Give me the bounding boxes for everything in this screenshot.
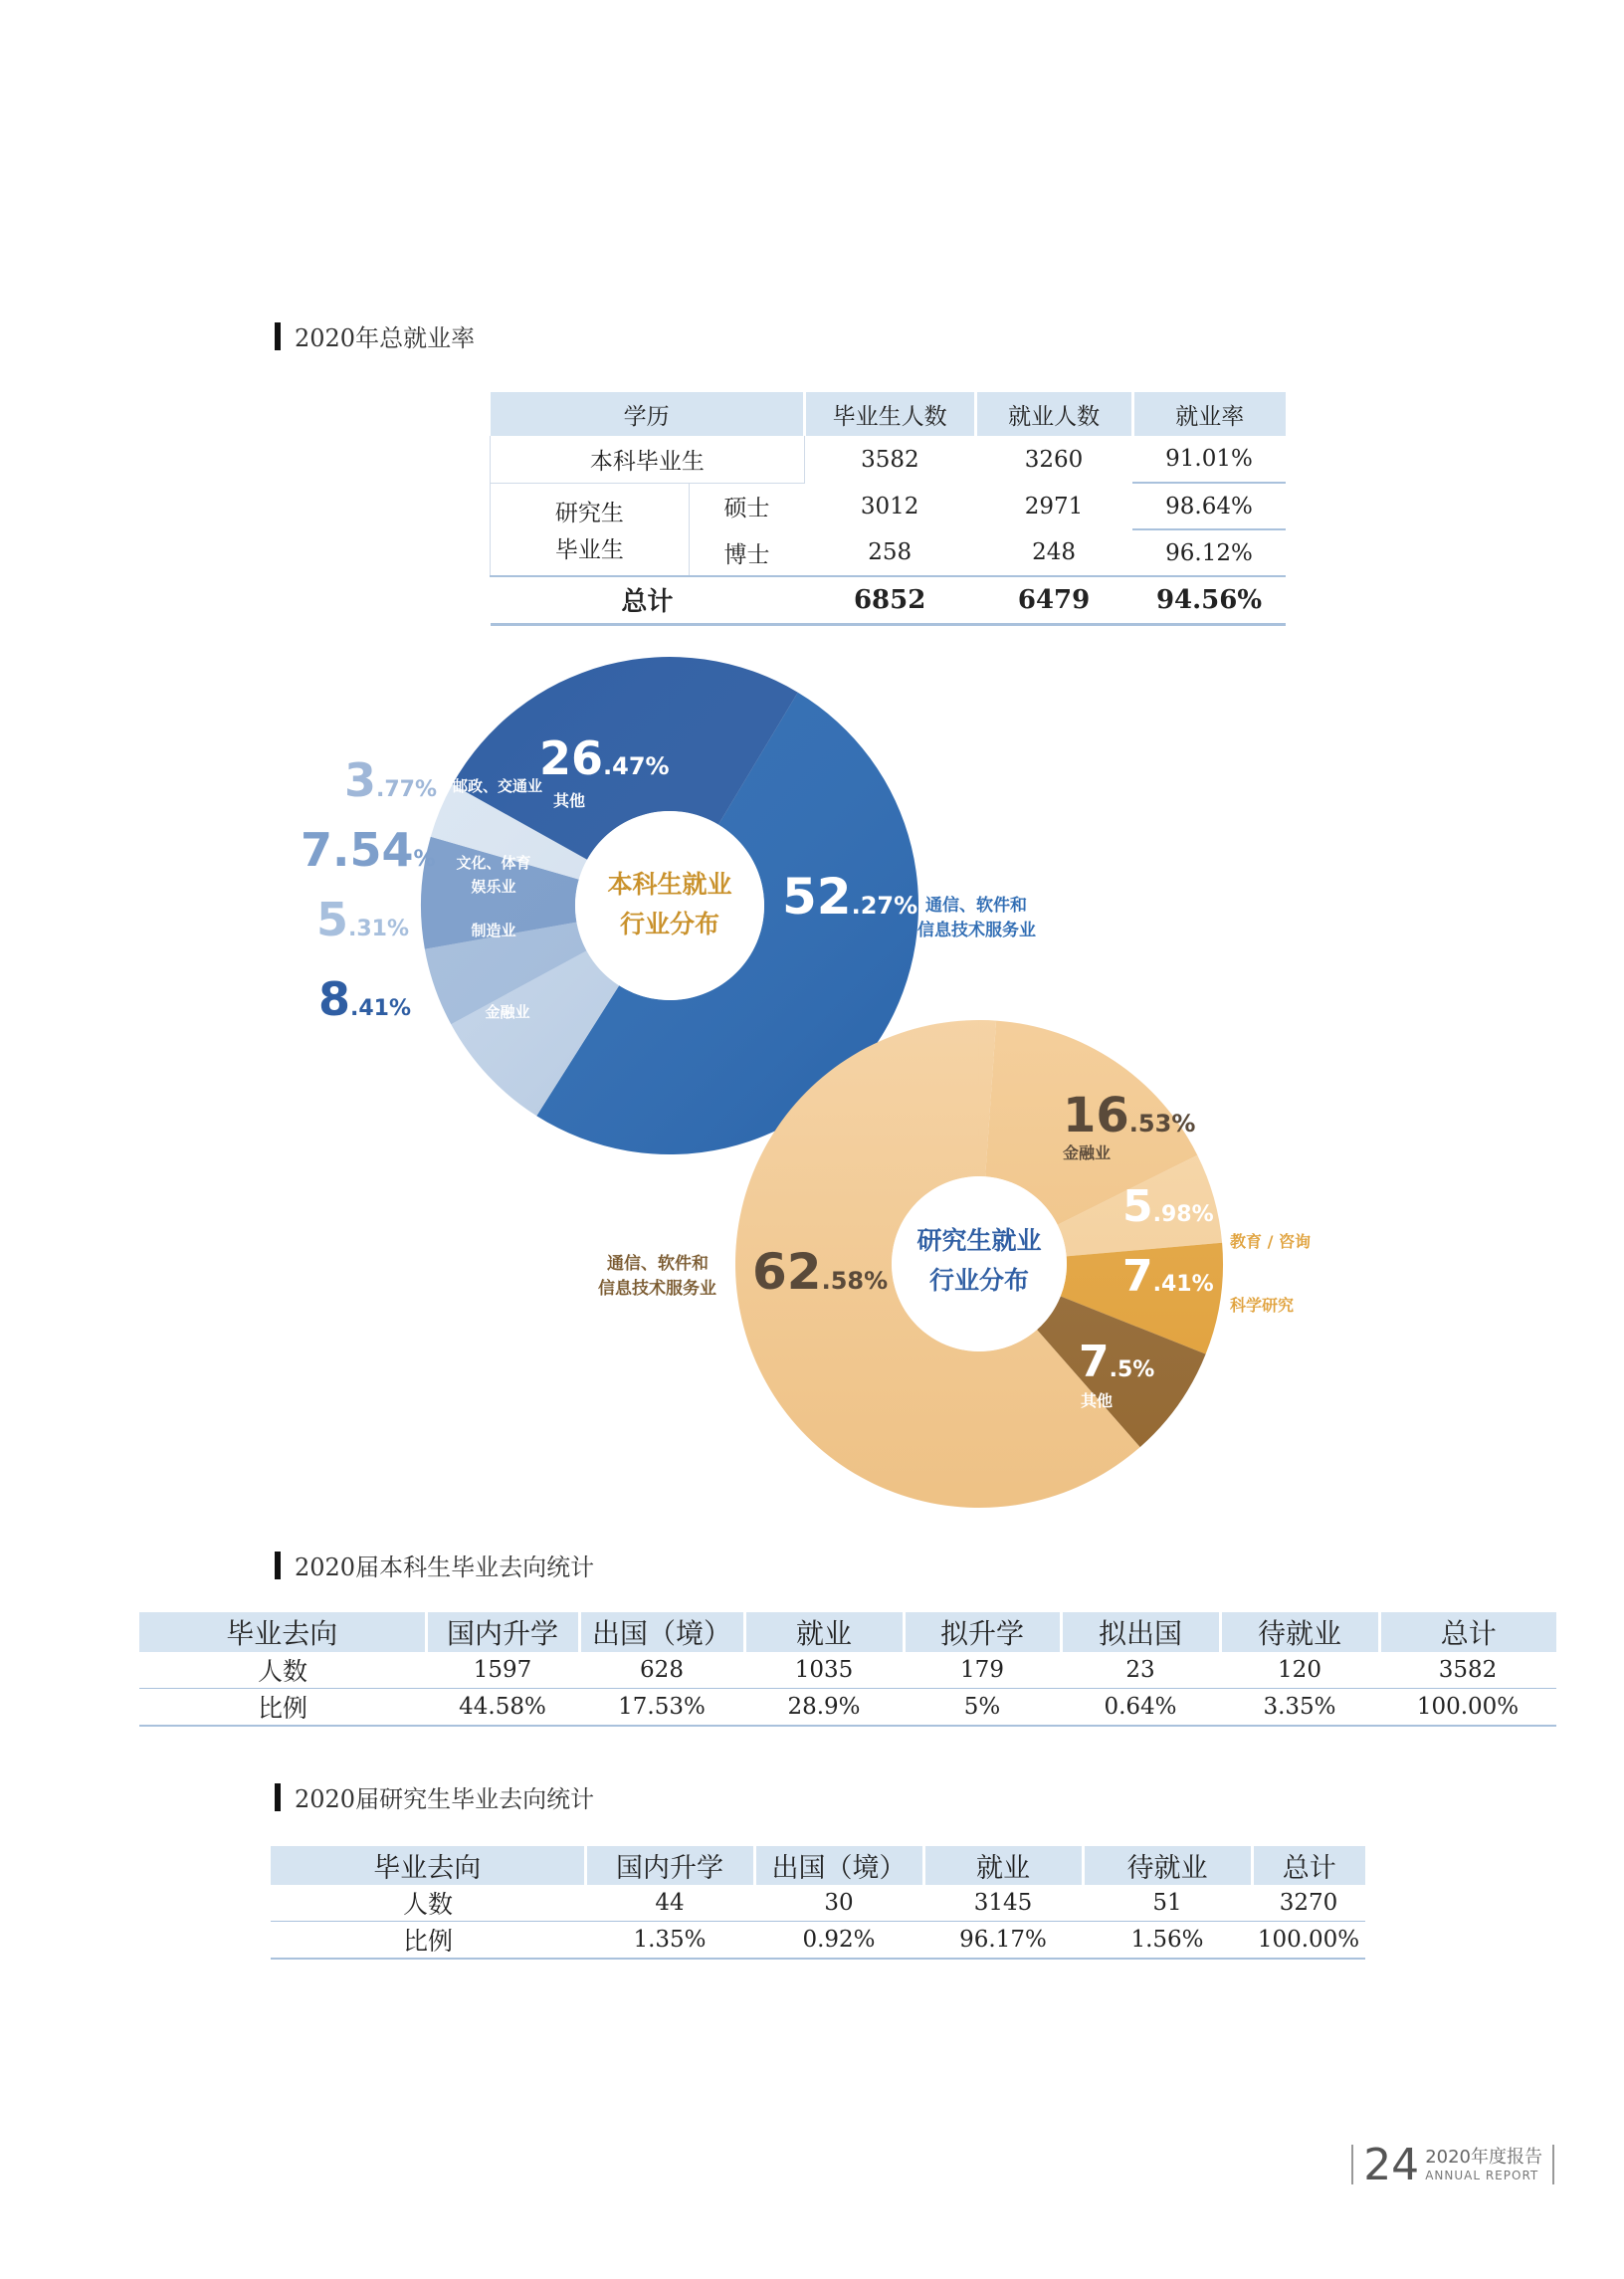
percentage-dec: .31%: [348, 917, 410, 941]
category-label: 其他: [553, 791, 586, 810]
table-cell: 628: [640, 1657, 684, 1683]
table-cell: 96.17%: [959, 1927, 1047, 1953]
table-row: [491, 529, 1287, 576]
table-cell: 100.00%: [1257, 1927, 1360, 1953]
header-cell: 国内升学: [426, 1612, 579, 1652]
category-label: 教育 / 咨询: [1230, 1232, 1311, 1251]
table-total-row: [491, 576, 1287, 624]
percentage-label: [1063, 1088, 1195, 1143]
donut-center-title: 行业分布: [619, 910, 720, 938]
row-label: 硕士: [689, 483, 804, 529]
table-cell: 1.56%: [1130, 1927, 1204, 1953]
category-label: 娱乐业: [471, 878, 516, 896]
category-label: 其他: [1081, 1391, 1114, 1410]
percentage-int: 16: [1063, 1088, 1129, 1143]
section-title-undergrad: [275, 1548, 594, 1582]
header-cell: 就业: [923, 1846, 1083, 1885]
percentage-dec: .41%: [1152, 1272, 1214, 1297]
category-label: 通信、软件和: [607, 1254, 709, 1274]
header-cell: 出国（境）: [579, 1612, 744, 1652]
table-cell: 5%: [963, 1694, 1001, 1720]
percentage-int: 52: [782, 868, 852, 926]
table-cell: 120: [1278, 1657, 1321, 1683]
table-cell: 3145: [973, 1890, 1033, 1916]
percentage-dec: .47%: [603, 752, 670, 780]
header-cell: 总计: [1252, 1846, 1365, 1885]
header-cell: 毕业去向: [373, 1853, 482, 1884]
table-row: [139, 1652, 1556, 1689]
row-label: 总计: [621, 587, 674, 618]
table-cell: 3.35%: [1263, 1694, 1336, 1720]
row-label: 比例: [402, 1927, 453, 1956]
table-cell: 3270: [1279, 1890, 1338, 1916]
grad-destination-table: [271, 1846, 1365, 1960]
table-header-row: [139, 1612, 1556, 1652]
percentage-dec: .27%: [851, 892, 918, 920]
table-cell: 17.53%: [618, 1694, 706, 1720]
row-label: 人数: [257, 1657, 307, 1686]
percentage-int: 26: [539, 731, 604, 785]
cell-employed: 3260: [1024, 446, 1084, 473]
donut-center-title: 行业分布: [928, 1266, 1030, 1295]
category-label: 制造业: [471, 922, 516, 939]
percentage-int: 8: [318, 972, 351, 1026]
category-label: 文化、体育: [456, 854, 531, 872]
category-label: 金融业: [1063, 1143, 1112, 1162]
table-cell: 179: [960, 1657, 1004, 1683]
percentage-int: 5: [1122, 1181, 1153, 1232]
percentage-int: 5: [316, 893, 349, 946]
donut-center-title: 研究生就业: [916, 1226, 1042, 1255]
section-title-text: 2020年总就业率: [295, 324, 476, 352]
cell-rate: 94.56%: [1155, 584, 1263, 615]
table-cell: 1.35%: [633, 1927, 707, 1953]
table-row: [491, 436, 1287, 483]
page-number: 24: [1363, 2139, 1420, 2190]
cell-grads: 3012: [860, 493, 919, 519]
row-label: 博士: [689, 529, 804, 576]
donut-hole: [575, 811, 764, 1000]
category-label: 邮政、交通业: [452, 777, 543, 795]
cell-rate: 91.01%: [1132, 436, 1286, 483]
row-group-label: 研究生: [491, 483, 690, 529]
percentage-dec: .53%: [1128, 1110, 1196, 1138]
table-row: [271, 1885, 1365, 1922]
table-row: [491, 483, 1287, 529]
percentage-int: 7: [1122, 1251, 1153, 1302]
table-cell: 1035: [794, 1657, 854, 1683]
percentage-int: 62: [752, 1243, 822, 1301]
row-label: 比例: [257, 1694, 307, 1723]
row-label: 人数: [402, 1890, 453, 1919]
cell-grads: 6852: [853, 584, 926, 615]
employment-rate-table: [490, 392, 1286, 626]
table-cell: 100.00%: [1416, 1694, 1520, 1720]
category-label: 信息技术服务业: [917, 921, 1036, 940]
table-cell: 1597: [473, 1657, 532, 1683]
table-cell: 28.9%: [787, 1694, 861, 1720]
donut-center-title: 本科生就业: [607, 870, 732, 899]
header-cell: 国内升学: [585, 1846, 754, 1885]
cell-grads: 3582: [861, 446, 919, 473]
category-label: 科学研究: [1230, 1296, 1295, 1315]
footer-divider: [1351, 2145, 1353, 2184]
percentage-int: 7: [1079, 1337, 1110, 1387]
table-header-row: [271, 1846, 1365, 1885]
header-cell: 毕业生人数: [804, 392, 975, 436]
cell-employed: 248: [1032, 539, 1077, 565]
table-cell: 30: [824, 1890, 854, 1916]
title-bar-marker: [275, 322, 281, 350]
percentage-dec: .77%: [376, 777, 438, 802]
percentage-label: [344, 753, 437, 807]
percentage-dec: .5%: [1109, 1357, 1155, 1382]
category-label: 金融业: [485, 1003, 530, 1021]
cell-rate: 96.12%: [1165, 539, 1253, 566]
title-bar-marker: [275, 1552, 281, 1579]
donut-hole: [892, 1176, 1067, 1351]
percentage-dec: .41%: [350, 996, 412, 1021]
section-title-text: 2020届研究生毕业去向统计: [295, 1785, 595, 1813]
cell-grads: 258: [868, 539, 913, 565]
row-label: 本科毕业生: [491, 436, 805, 483]
table-cell: 44.58%: [459, 1694, 546, 1720]
category-label: 信息技术服务业: [598, 1279, 716, 1299]
header-cell: 待就业: [1220, 1612, 1379, 1652]
percentage-label: [316, 893, 409, 946]
header-cell: 拟出国: [1061, 1612, 1220, 1652]
report-subtitle: ANNUAL REPORT: [1425, 2168, 1539, 2182]
page-footer: [1351, 2135, 1554, 2194]
percentage-dec: %: [413, 847, 436, 872]
header-cell: 毕业去向: [226, 1617, 338, 1650]
table-header-row: [491, 392, 1287, 436]
report-title: 2020年度报告: [1425, 2146, 1542, 2168]
cell-employed: 2971: [1024, 493, 1084, 519]
table-cell: 51: [1152, 1890, 1182, 1916]
table-cell: 3582: [1438, 1657, 1498, 1683]
percentage-label: [301, 823, 436, 877]
table-row: [139, 1689, 1556, 1727]
percentage-dec: .98%: [1152, 1202, 1214, 1227]
percentage-dec: .58%: [821, 1267, 889, 1295]
header-cell: 总计: [1379, 1612, 1556, 1652]
title-bar-marker: [275, 1783, 281, 1811]
header-cell: 就业人数: [975, 392, 1132, 436]
report-label: [1425, 2146, 1542, 2182]
cell-employed: 6479: [1017, 584, 1091, 615]
table-cell: 23: [1125, 1657, 1155, 1683]
section-title-employment: [275, 318, 475, 353]
row-group-label: 毕业生: [491, 529, 690, 576]
percentage-int: 7.54: [301, 823, 414, 877]
table-row: [271, 1922, 1365, 1960]
header-cell: 拟升学: [904, 1612, 1061, 1652]
undergrad-destination-table: [139, 1612, 1556, 1727]
percentage-int: 3: [344, 753, 377, 807]
table-cell: 0.64%: [1104, 1694, 1177, 1720]
header-cell: 出国（境）: [754, 1846, 923, 1885]
industry-distribution-charts: [0, 637, 1624, 1513]
cell-rate: 98.64%: [1132, 483, 1286, 529]
header-cell: 学历: [623, 403, 670, 430]
percentage-label: [318, 972, 411, 1026]
table-cell: 44: [655, 1890, 685, 1916]
section-title-text: 2020届本科生毕业去向统计: [295, 1554, 595, 1581]
header-cell: 待就业: [1083, 1846, 1252, 1885]
header-cell: 就业率: [1132, 392, 1286, 436]
table-cell: 0.92%: [802, 1927, 876, 1953]
footer-divider: [1552, 2145, 1554, 2184]
section-title-grad: [275, 1779, 594, 1814]
category-label: 通信、软件和: [925, 896, 1027, 916]
header-cell: 就业: [744, 1612, 904, 1652]
